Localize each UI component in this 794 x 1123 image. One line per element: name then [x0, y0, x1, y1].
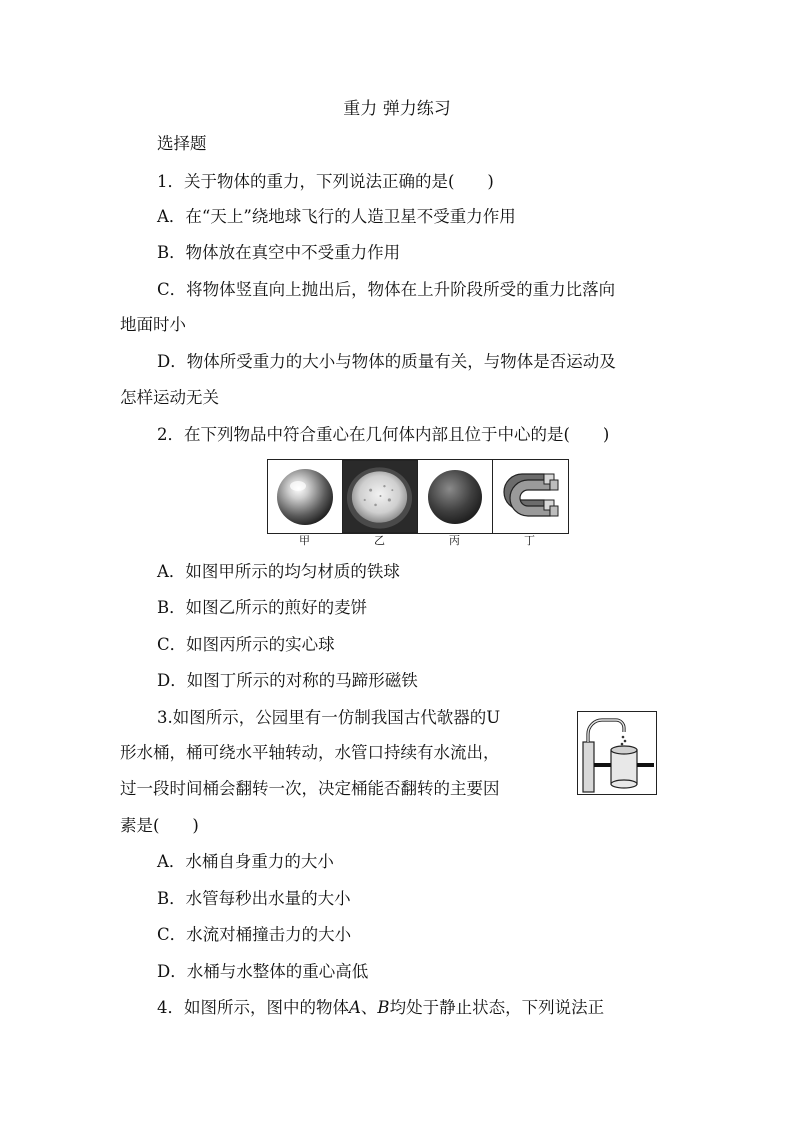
q3-stem-line1: 3.如图所示，公园里有一仿制我国古代欹器的U	[157, 708, 501, 727]
q1-option-c-line1: C．将物体竖直向上抛出后，物体在上升阶段所受的重力比落向	[157, 280, 616, 299]
q2-figure-labels	[267, 533, 567, 549]
pancake-image	[343, 460, 418, 533]
q3-option-b: B．水管每秒出水量的大小	[157, 889, 351, 908]
q2-option-a: A．如图甲所示的均匀材质的铁球	[157, 562, 400, 581]
iron-ball-image	[268, 460, 343, 533]
q4-var-a: A	[349, 998, 361, 1017]
q1-option-b: B．物体放在真空中不受重力作用	[157, 243, 401, 262]
u-bucket-figure	[577, 711, 657, 795]
figure-label-bing: 丙	[449, 534, 460, 547]
q2-option-d: D．如图丁所示的对称的马蹄形磁铁	[157, 671, 418, 690]
q2-option-c: C．如图丙所示的实心球	[157, 635, 335, 654]
q4-stem-prefix: 4．如图所示，图中的物体	[157, 998, 349, 1017]
figure-label-yi: 乙	[374, 534, 385, 547]
horseshoe-magnet-image	[493, 460, 568, 533]
q1-stem: 1．关于物体的重力，下列说法正确的是( )	[157, 172, 494, 191]
q4-separator: 、	[360, 998, 378, 1017]
figure-label-jia: 甲	[299, 534, 310, 547]
page-title: 重力 弹力练习	[343, 99, 451, 119]
q1-option-a: A．在“天上”绕地球飞行的人造卫星不受重力作用	[157, 207, 516, 226]
q2-stem: 2．在下列物品中符合重心在几何体内部且位于中心的是( )	[157, 425, 610, 444]
q3-stem-line2: 形水桶，桶可绕水平轴转动，水管口持续有水流出，	[120, 743, 500, 762]
q3-stem-line4: 素是( )	[120, 816, 199, 835]
section-heading: 选择题	[157, 134, 207, 153]
q3-stem-line3: 过一段时间桶会翻转一次，决定桶能否翻转的主要因	[120, 779, 500, 798]
figure-label-ding: 丁	[524, 534, 535, 547]
q1-option-d-line1: D．物体所受重力的大小与物体的质量有关，与物体是否运动及	[157, 352, 616, 371]
q1-option-d-line2: 怎样运动无关	[120, 388, 219, 407]
q3-option-d: D．水桶与水整体的重心高低	[157, 962, 369, 981]
q1-option-c-line2: 地面时小	[120, 315, 186, 334]
solid-ball-image	[418, 460, 493, 533]
q4-stem-suffix: 均处于静止状态，下列说法正	[389, 998, 605, 1017]
q4-stem-line1	[157, 998, 604, 1018]
q4-var-b: B	[377, 998, 390, 1017]
q2-figure-strip	[267, 459, 569, 534]
q2-option-b: B．如图乙所示的煎好的麦饼	[157, 598, 368, 617]
q3-option-c: C．水流对桶撞击力的大小	[157, 925, 352, 944]
q3-option-a: A．水桶自身重力的大小	[157, 852, 334, 871]
